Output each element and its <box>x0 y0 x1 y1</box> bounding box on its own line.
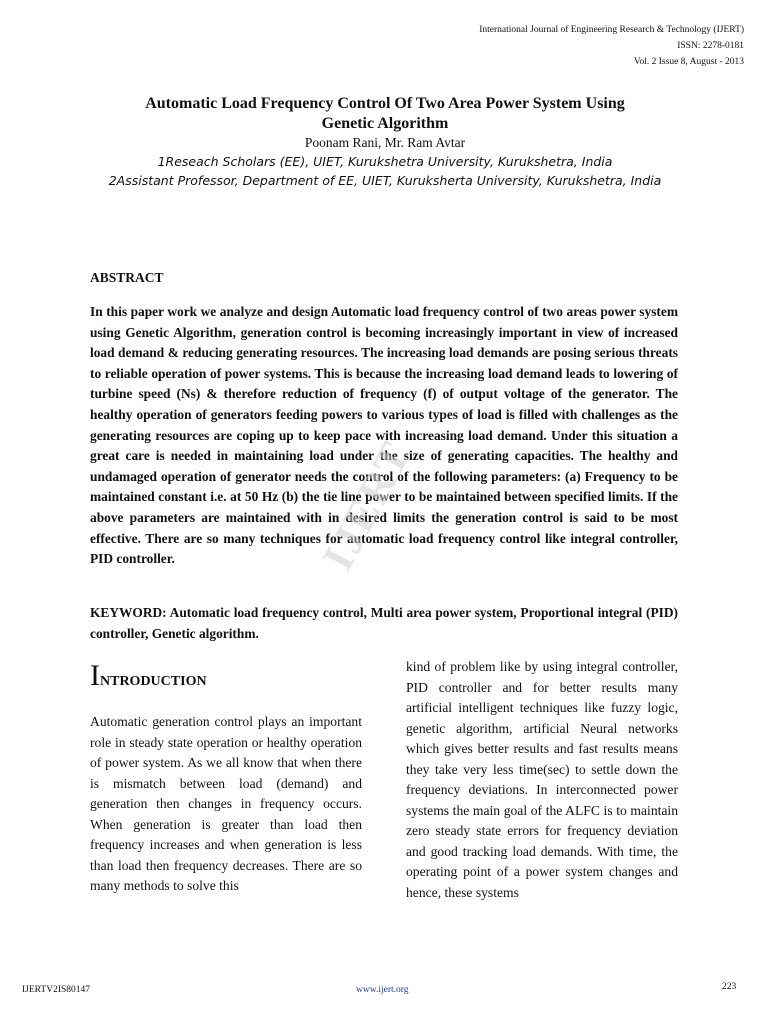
keywords: KEYWORD: Automatic load frequency control, Multi area power system, Proportional integral (PID) controller, Genetic algorithm. <box>90 605 678 641</box>
issn: ISSN: 2278-0181 <box>677 41 744 51</box>
authors: Poonam Rani, Mr. Ram Avtar <box>304 135 466 150</box>
watermark: IJERT <box>312 433 422 578</box>
introduction-heading <box>90 659 362 696</box>
right-column <box>406 657 678 903</box>
affiliation-2: 2Assistant Professor, Department of EE, UIET, Kuruksherta University, Kurukshetra, India <box>108 173 662 188</box>
paper-title <box>90 94 680 134</box>
introduction-text-left: Automatic generation control plays an important role in steady state operation or healthy operation of power system. As we all know that when there is mismatch between load (demand) and generation then changes in frequency occurs. When generation is greater than load then frequency increases and when generation is less than load then frequency decreases. There are so many methods to solve this <box>90 714 362 893</box>
affiliation-1: 1Reseach Scholars (EE), UIET, Kurukshetra University, Kurukshetra, India <box>157 154 613 169</box>
heading-rest: NTRODUCTION <box>100 674 207 689</box>
abstract-text: In this paper work we analyze and design Automatic load frequency control of two areas power system using Genetic Algorithm, generation control is becoming increasingly important in view of increased load demand & reducing generating resources. The increasing load demands are posing serious threats to reliable operation of power systems. This is because the increasing load demand leads to lowering of turbine speed (Ns) & therefore reduction of frequency (f) of output voltage of the generator. The healthy operation of generators feeding powers to various types of load is filled with challenges as the generating resources are coping up to keep pace with increasing load demand. Under this situation a great care is needed in maintaining load under the size of generating capacities. The healthy and undamaged operation of generator needs the control of the following parameters: (a) Frequency to be maintained constant i.e. at 50 Hz (b) the tie line power to be maintained between specified limits. If the above parameters are maintained with in desired limits the generation control is said to be most effective. There are so many techniques for automatic load frequency control like integral controller, PID controller. <box>90 304 678 567</box>
website-link[interactable]: www.ijert.org <box>356 985 409 995</box>
paper-id: IJERTV2IS80147 <box>22 985 91 995</box>
heading-initial: I <box>90 659 100 692</box>
page-number: 223 <box>722 982 737 992</box>
abstract-heading: ABSTRACT <box>90 270 164 285</box>
left-column <box>90 659 362 897</box>
volume-issue: Vol. 2 Issue 8, August - 2013 <box>633 57 744 67</box>
title-line-2: Genetic Algorithm <box>321 115 449 132</box>
journal-header <box>479 22 744 70</box>
introduction-text-right: kind of problem like by using integral controller, PID controller and for better results many artificial intelligent techniques like fuzzy logic, genetic algorithm, artificial Neural networks which gives better results and fast results means they take very less time(sec) to settle down the frequency deviations. In interconnected power systems the main goal of the ALFC is to maintain zero steady state errors for frequency deviation and good tracking load demands. With time, the operating point of a power system changes and hence, these systems <box>406 659 678 900</box>
title-block <box>90 94 680 190</box>
title-line-1: Automatic Load Frequency Control Of Two Area Power System Using <box>145 95 625 112</box>
journal-name: International Journal of Engineering Research & Technology (IJERT) <box>479 25 744 35</box>
